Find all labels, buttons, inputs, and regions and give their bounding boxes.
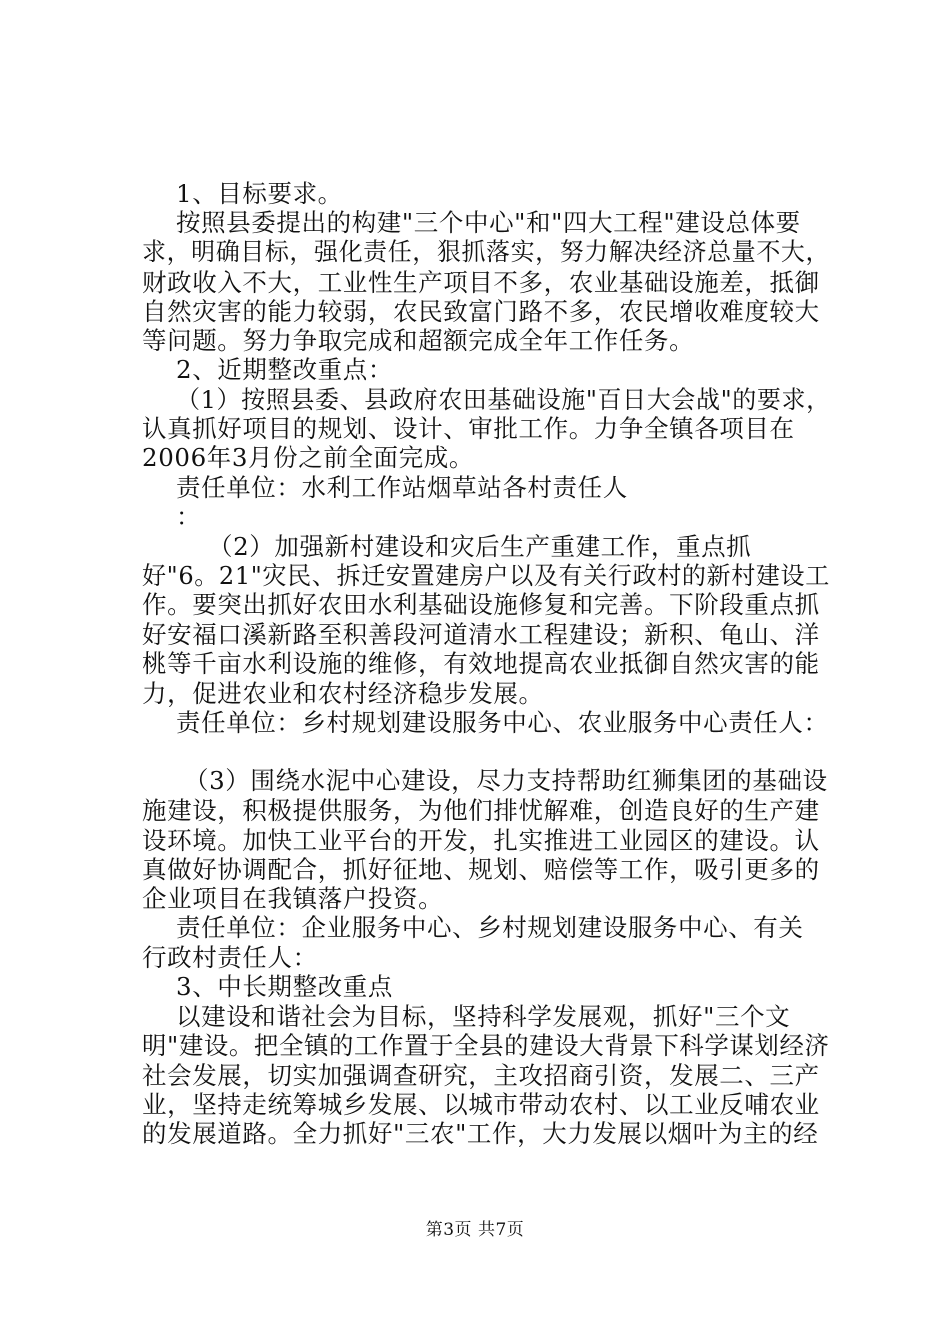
paragraph-line: 好安福口溪新路至积善段河道清水工程建设；新积、龟山、洋 — [142, 620, 820, 649]
paragraph-line: 桃等千亩水利设施的维修，有效地提高农业抵御自然灾害的能 — [142, 649, 820, 678]
paragraph-line: 企业项目在我镇落户投资。 — [142, 884, 444, 913]
paragraph-line: 行政村责任人： — [142, 943, 318, 972]
responsibility-line: 责任单位：水利工作站烟草站各村责任人 — [176, 473, 628, 502]
paragraph-line: 设环境。加快工业平台的开发，扎实推进工业园区的建设。认 — [142, 826, 820, 855]
paragraph-line: 等问题。努力争取完成和超额完成全年工作任务。 — [142, 326, 695, 355]
paragraph-line: 财政收入不大，工业性生产项目不多，农业基础设施差，抵御 — [142, 268, 820, 297]
paragraph-line: 按照县委提出的构建"三个中心"和"四大工程"建设总体要 — [176, 208, 801, 237]
paragraph-line: （3）围绕水泥中心建设，尽力支持帮助红狮集团的基础设 — [184, 766, 828, 795]
paragraph-line: 好"6。21"灾民、拆迁安置建房户以及有关行政村的新村建设工 — [142, 561, 830, 590]
heading-3: 3、中长期整改重点 — [176, 972, 393, 1001]
paragraph-line: 明"建设。把全镇的工作置于全县的建设大背景下科学谋划经济 — [142, 1031, 830, 1060]
paragraph-line: 业，坚持走统筹城乡发展、以城市带动农村、以工业反哺农业 — [142, 1090, 820, 1119]
paragraph-line: 求，明确目标，强化责任，狠抓落实，努力解决经济总量不大， — [142, 237, 831, 266]
responsibility-line: 责任单位：企业服务中心、乡村规划建设服务中心、有关 — [176, 913, 804, 942]
paragraph-line: 社会发展，切实加强调查研究，主攻招商引资，发展二、三产 — [142, 1061, 820, 1090]
paragraph-line: 作。要突出抓好农田水利基础设施修复和完善。下阶段重点抓 — [142, 590, 820, 619]
heading-1: 1、目标要求。 — [176, 179, 343, 208]
paragraph-line: 认真抓好项目的规划、设计、审批工作。力争全镇各项目在 — [142, 414, 795, 443]
paragraph-line: 以建设和谐社会为目标，坚持科学发展观，抓好"三个文 — [176, 1002, 791, 1031]
paragraph-line: （2）加强新村建设和灾后生产重建工作，重点抓 — [208, 532, 752, 561]
paragraph-line: ： — [176, 502, 202, 531]
paragraph-line: 的发展道路。全力抓好"三农"工作，大力发展以烟叶为主的经 — [142, 1119, 819, 1148]
paragraph-line: 自然灾害的能力较弱，农民致富门路不多，农民增收难度较大 — [142, 297, 820, 326]
paragraph-line: （1）按照县委、县政府农田基础设施"百日大会战"的要求， — [176, 385, 831, 414]
heading-2: 2、近期整改重点： — [176, 355, 393, 384]
paragraph-line: 2006年3月份之前全面完成。 — [142, 443, 474, 472]
paragraph-line: 真做好协调配合，抓好征地、规划、赔偿等工作，吸引更多的 — [142, 855, 820, 884]
paragraph-line: 施建设，积极提供服务，为他们排忧解难，创造良好的生产建 — [142, 796, 820, 825]
responsibility-line: 责任单位：乡村规划建设服务中心、农业服务中心责任人： — [176, 708, 829, 737]
page-number-footer: 第3页 共7页 — [425, 1220, 525, 1240]
paragraph-line: 力，促进农业和农村经济稳步发展。 — [142, 679, 544, 708]
